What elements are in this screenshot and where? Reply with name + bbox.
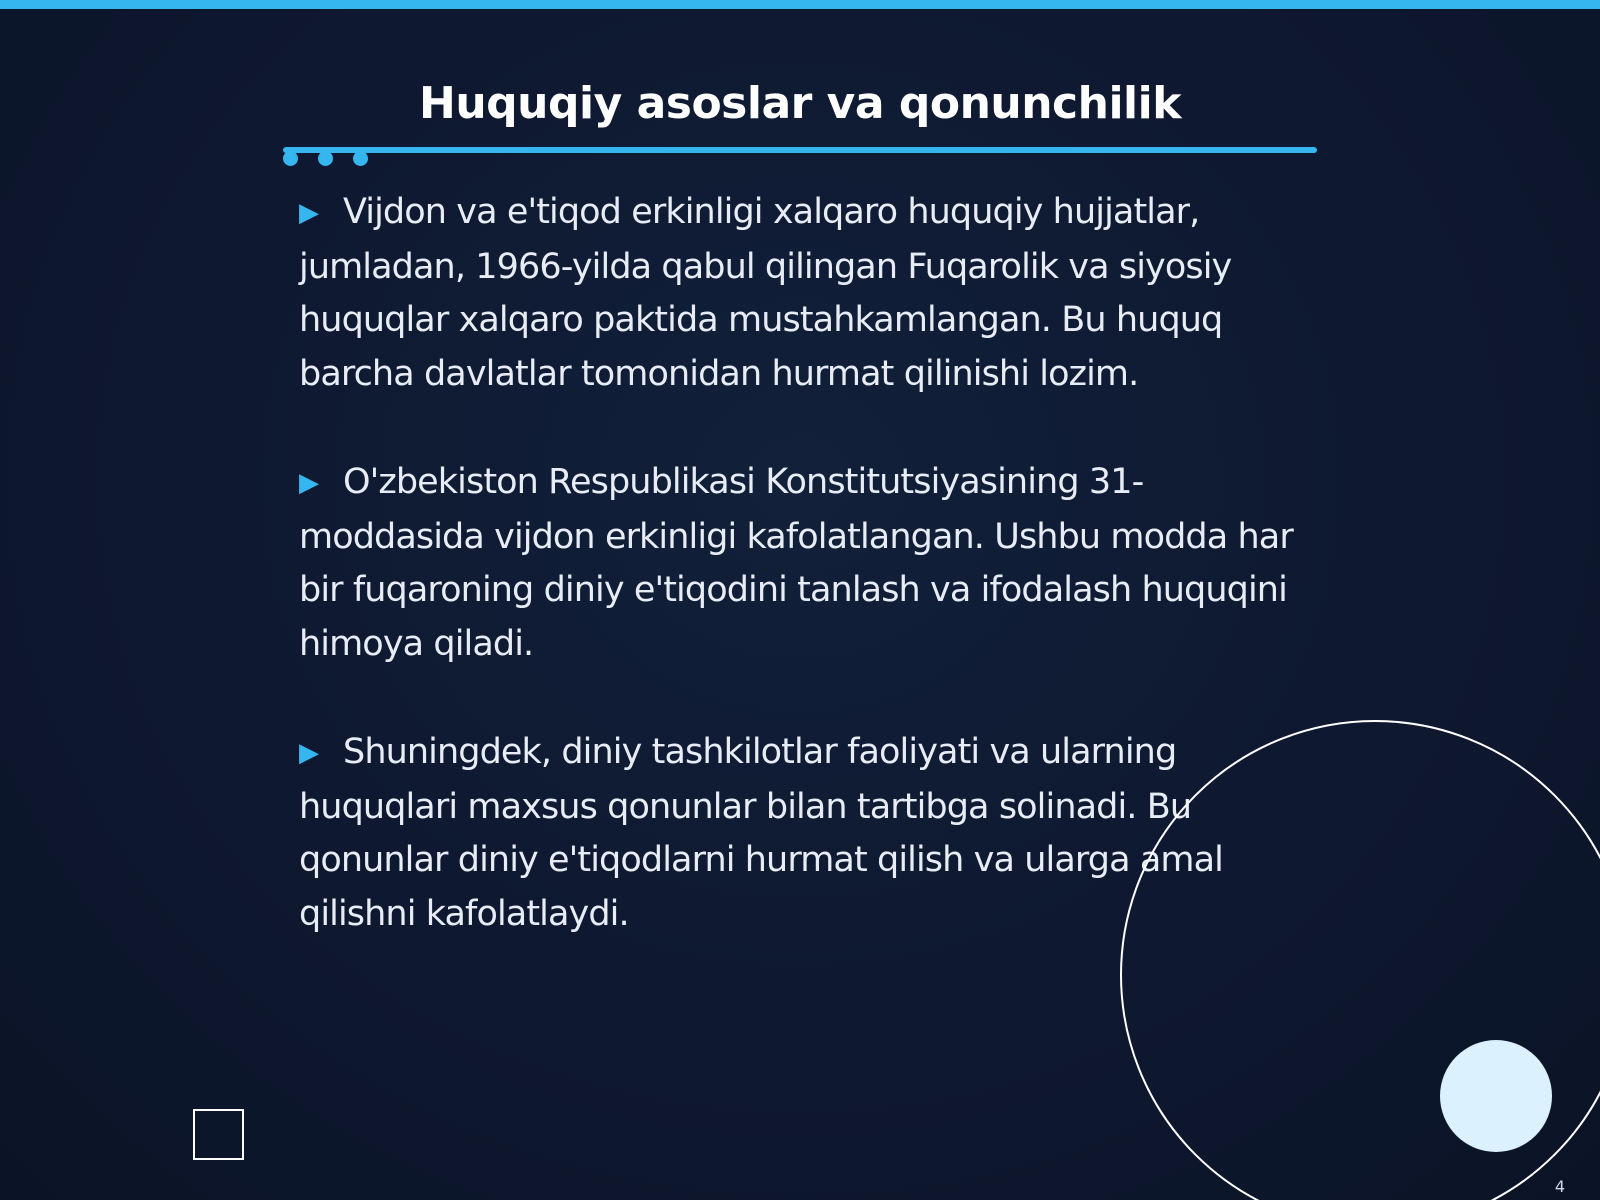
bullet-text-3: Shuningdek, diniy tashkilotlar faoliyati va ularning huquqlari maxsus qonunlar bilan tartibga solinadi. Bu qonunlar diniy e'tiqodlarni hurmat qilish va ularga amal qilishni kafolatlaydi.	[299, 732, 1223, 934]
slide-title: Huquqiy asoslar va qonunchilik	[419, 78, 1181, 129]
decorative-square-outline	[193, 1109, 244, 1160]
decorative-circle-filled	[1440, 1040, 1552, 1152]
decorative-dot-3	[353, 151, 368, 166]
page-number: 4	[1554, 1177, 1566, 1196]
top-accent-bar	[0, 0, 1600, 9]
bullet-item-2	[299, 456, 1309, 671]
bullet-text-1: Vijdon va e'tiqod erkinligi xalqaro huquqiy hujjatlar, jumladan, 1966-yilda qabul qilingan Fuqarolik va siyosiy huquqlar xalqaro paktida mustahkamlangan. Bu huquq barcha davlatlar tomonidan hurmat qilinishi lozim.	[299, 192, 1232, 394]
bullet-arrow-icon: ▶	[299, 468, 319, 498]
bullet-arrow-icon: ▶	[299, 198, 319, 228]
title-underline	[283, 147, 1317, 153]
decorative-dot-2	[318, 151, 333, 166]
decorative-dot-1	[283, 151, 298, 166]
bullet-arrow-icon: ▶	[299, 738, 319, 768]
bullet-item-1	[299, 186, 1309, 401]
bullet-text-2: O'zbekiston Respublikasi Konstitutsiyasining 31-moddasida vijdon erkinligi kafolatlangan. Ushbu modda har bir fuqaroning diniy e'tiqodini tanlash va ifodalash huquqini himoya qiladi.	[299, 462, 1293, 664]
